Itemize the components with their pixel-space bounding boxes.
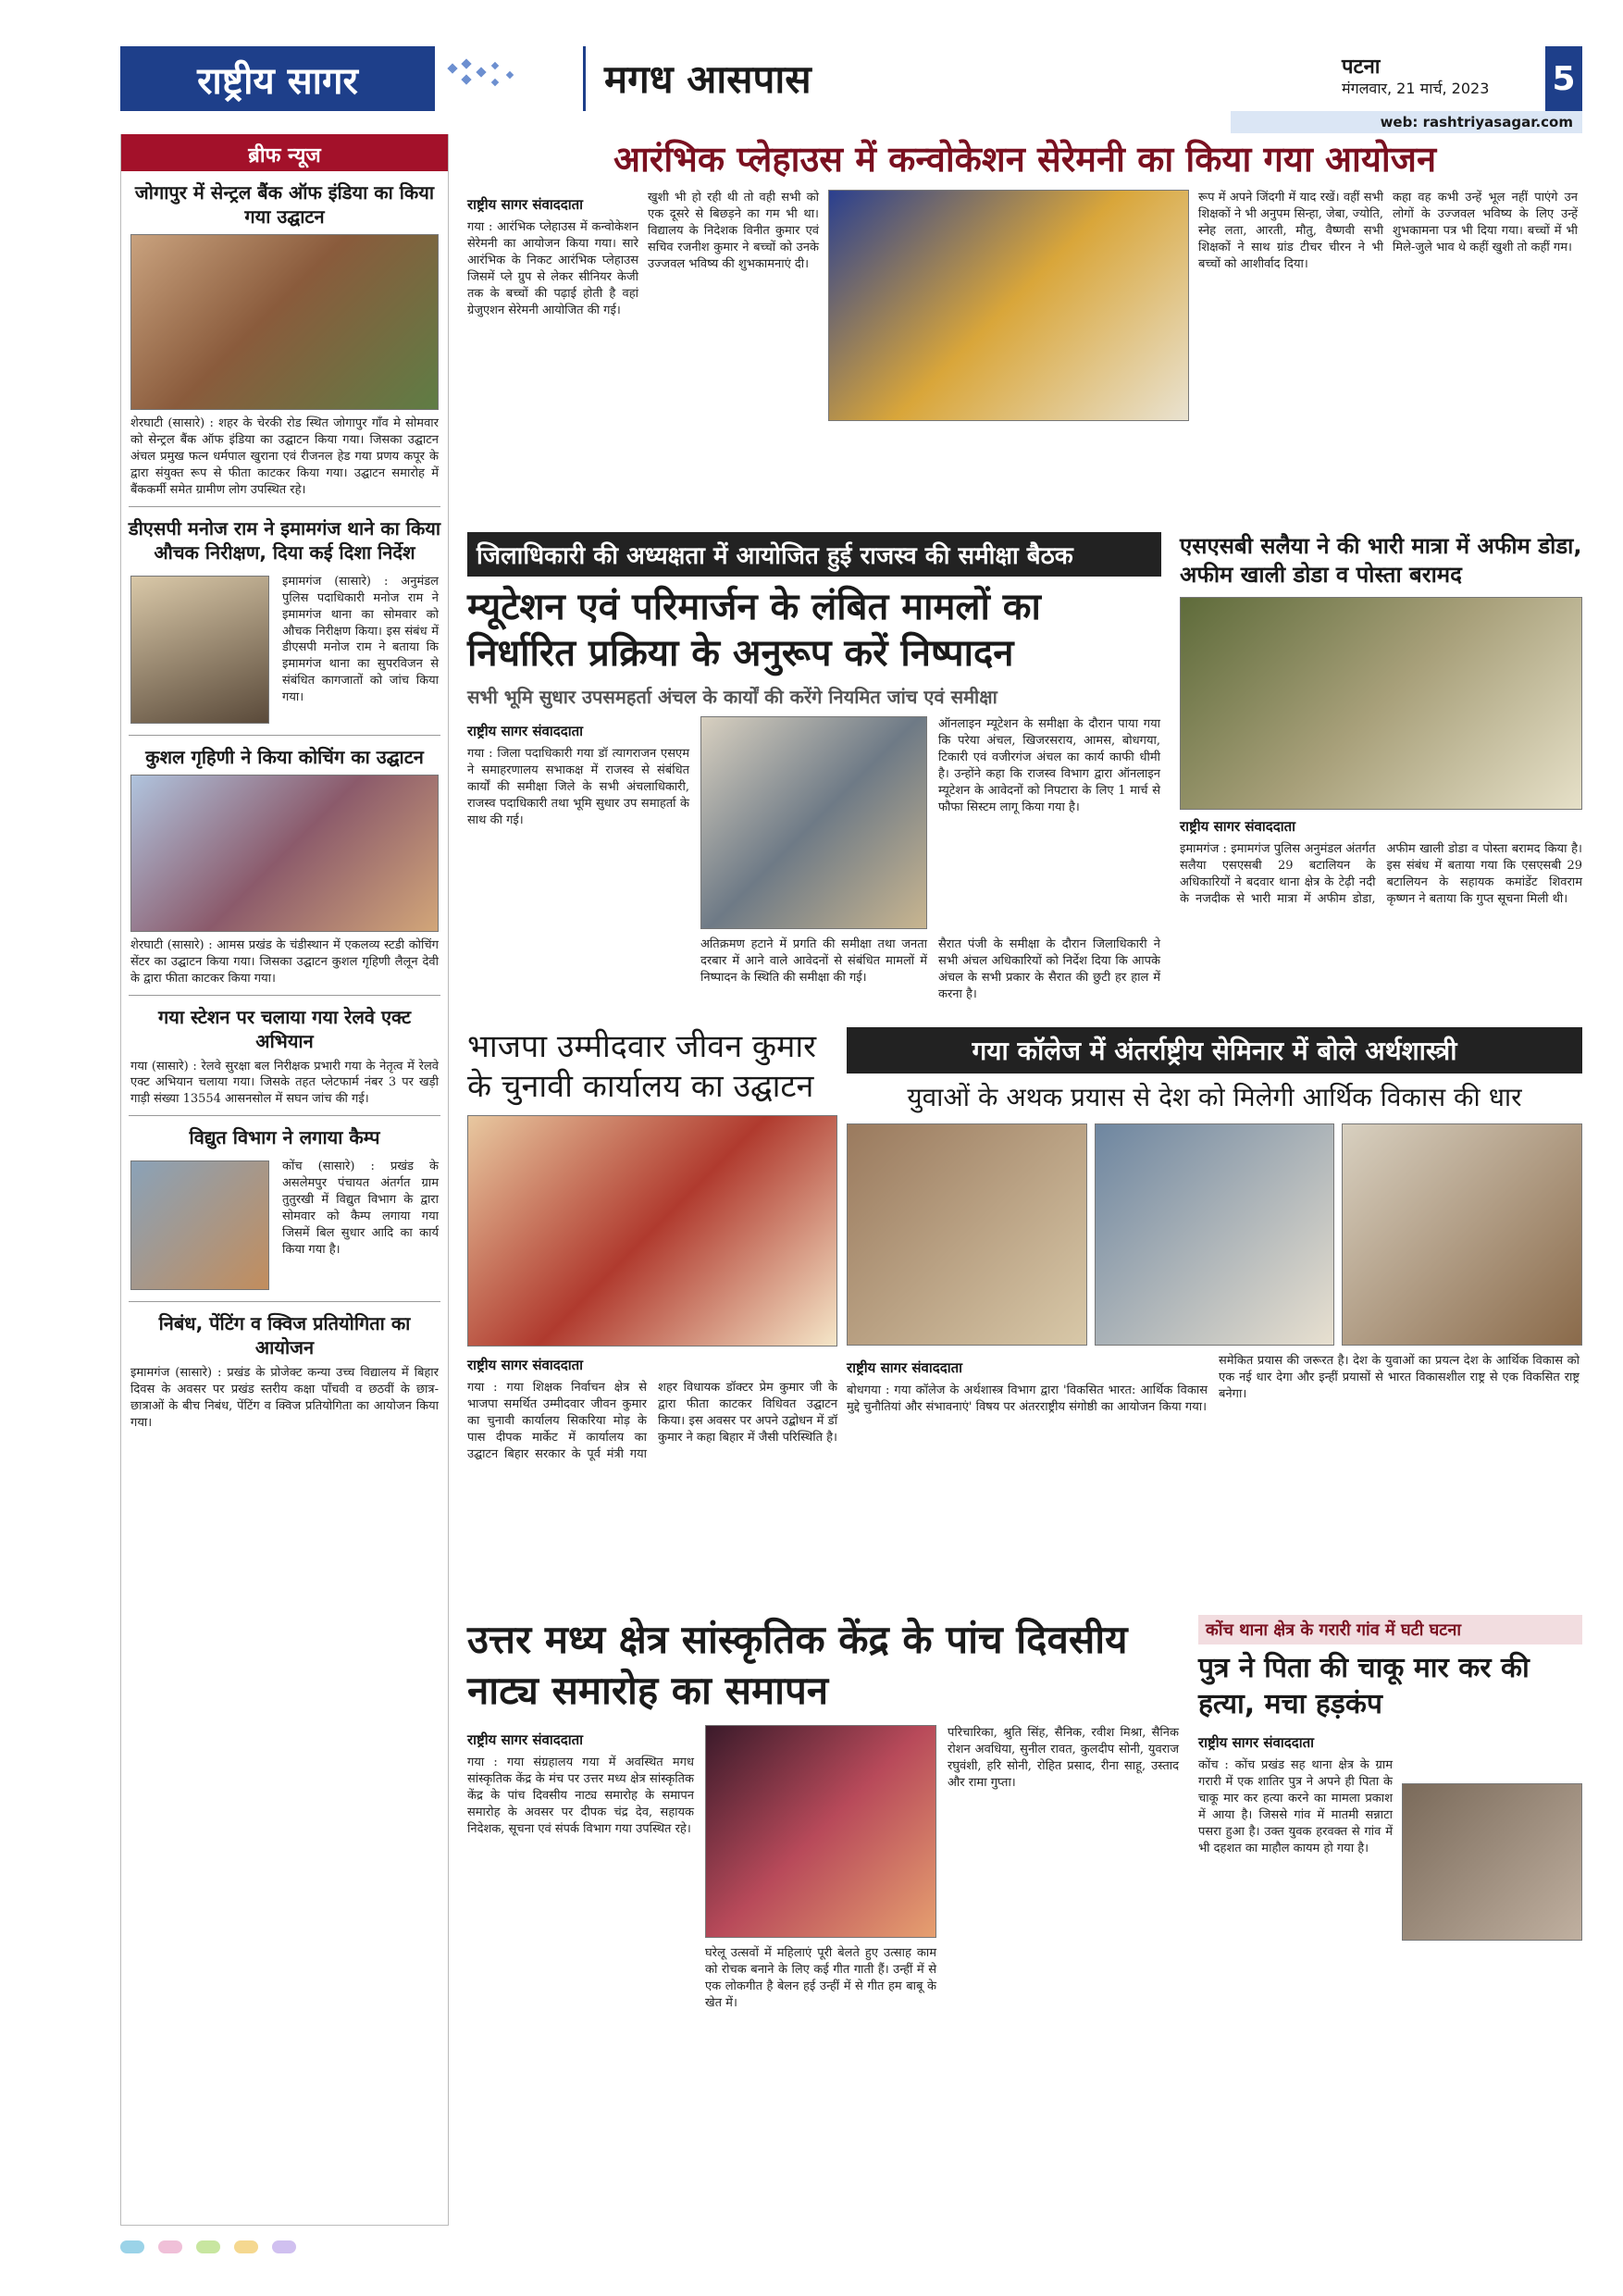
- story-column: [938, 937, 1160, 1003]
- victim-photo: [1402, 1783, 1582, 1941]
- story-byline: राष्ट्रीय सागर संवाददाता: [467, 1357, 584, 1373]
- story-byline: राष्ट्रीय सागर संवाददाता: [467, 1731, 584, 1749]
- story-body: घरेलू उत्सवों में महिलाएं पूरी बेलते हुए उत्साह काम को रोचक बनाने के लिए कई गीत गाती हैं। उन्हीं में से एक लोकगीत है बेलन हई उन्हीं में से गीत हम बाबू के खेत में।: [705, 1946, 936, 2010]
- story-seminar: [847, 1027, 1582, 1416]
- story-column: [1198, 190, 1383, 273]
- drama-performance-photo: [705, 1725, 936, 1938]
- story-column: [938, 716, 1160, 929]
- dot-decoration-icon: [158, 2240, 182, 2253]
- story-column: [467, 716, 689, 929]
- brief-item: [121, 1125, 448, 1296]
- convocation-photo: [828, 190, 1189, 421]
- story-column: [1198, 1728, 1393, 1941]
- story-body: अतिक्रमण हटाने में प्रगति की समीक्षा तथा जनता दरबार में आने वाले आवेदनों से संबंधित मामलों में निष्पादन के स्थिति की समीक्षा की गई।: [700, 937, 927, 985]
- divider: [129, 1301, 440, 1302]
- brief-title: विद्युत विभाग ने लगाया कैम्प: [189, 1126, 380, 1149]
- brief-title: डीएसपी मनोज राम ने इमामगंज थाने का किया औचक निरीक्षण, दिया कई दिशा निर्देश: [128, 516, 441, 564]
- story-convocation-headline-row: [467, 134, 1582, 179]
- story-headline: पुत्र ने पिता की चाकू मार कर की हत्या, मचा हड़कंप: [1198, 1652, 1530, 1720]
- footer-decoration: [120, 2240, 1582, 2267]
- brief-title: निबंध, पेंटिंग व क्विज प्रतियोगिता का आयोजन: [158, 1312, 411, 1359]
- coaching-inauguration-photo: [130, 775, 439, 932]
- story-body: इमामगंज : इमामगंज पुलिस अनुमंडल अंतर्गत सलैया एसएसबी 29 बटालियन के अधिकारियों ने बदवार थाना क्षेत्र के टेढ़ी नदी के नजदीक से भारी मात्रा में अफीम डोडा, अफीम खाली डोडा व पोस्ता बरामद किया है। इस संबंध में बताया गया कि एसएसबी 29 बटालियन के सहायक कमांडेंट शिवराम कृष्णन ने बताया कि गुप्त सूचना मिली थी।: [1180, 842, 1582, 907]
- brief-body: शेरघाटी (सासारे) : शहर के चेरकी रोड स्थित जोगापुर गाँव मे सोमवार को सेन्ट्रल बैंक ऑफ इंडिया का उद्घाटन किया गया। जिसका उद्घाटन अंचल प्रमुख फत्न धर्मपाल खुराना एवं रीजनल हेड गया प्रणय कपूर के द्वारा संयुक्त रूप से फीता काटकर किया गया। उद्घाटन समारोह में बैंककर्मी समेत ग्रामीण लोग उपस्थित रहे।: [130, 416, 439, 497]
- review-meeting-photo: [700, 716, 927, 929]
- seminar-photo: [1342, 1123, 1582, 1346]
- story-body: कहा वह कभी उन्हें भूल नहीं पाएंगे उन लोगों के उज्जवल भविष्य के लिए उन्हें शुभकामना पत्र भी दिया गया। बच्चों में भी मिले-जुले भाव थे कहीं खुशी तो कहीं गम।: [1393, 191, 1578, 254]
- story-bjp-office: [467, 1027, 837, 1463]
- story-column: [847, 1353, 1208, 1416]
- story-headline: उत्तर मध्य क्षेत्र सांस्कृतिक केंद्र के पांच दिवसीय नाट्य समारोह का समापन: [467, 1617, 1128, 1713]
- story-headline: युवाओं के अथक प्रयास से देश को मिलेगी आर्थिक विकास की धार: [907, 1082, 1522, 1112]
- brand-logo: राष्ट्रीय सागर: [120, 46, 435, 111]
- story-konch-murder: [1198, 1615, 1582, 1941]
- seminar-photo: [1095, 1123, 1335, 1346]
- story-column: [1219, 1353, 1580, 1416]
- brief-news-column: [120, 134, 449, 2226]
- story-subhead: सभी भूमि सुधार उपसमहर्ता अंचल के कार्यों की करेंगे नियमित जांच एवं समीक्षा: [467, 686, 997, 708]
- story-column: [467, 1725, 694, 2012]
- masthead: [120, 46, 1582, 130]
- dot-decoration-icon: [196, 2240, 220, 2253]
- dsp-portrait-photo: [130, 576, 269, 724]
- story-body: समेकित प्रयास की जरूरत है। देश के युवाओं का प्रयत्न देश के आर्थिक विकास को एक नई धार देगा और इन्हीं प्रयासों से भारत विकासशील राष्ट्र से एक विकसित राष्ट्र बनेगा।: [1219, 1354, 1580, 1401]
- brief-item: [121, 1311, 448, 1432]
- story-body: खुशी भी हो रही थी तो वही सभी को एक दूसरे से बिछड़ने का गम भी था। विद्यालय के निदेशक विनीत कुमार एवं सचिव रजनीश कुमार ने बच्चों को उनके उज्जवल भविष्य की शुभकामनाएं दी।: [648, 191, 819, 271]
- brief-body: इमामगंज (सासारे) : प्रखंड के प्रोजेक्ट कन्या उच्च विद्यालय में बिहार दिवस के अवसर पर प्रखंड स्तरीय कक्षा पाँचवी व छठवीं के छात्र-छात्राओं के बीच निबंध, पेंटिंग व क्विज प्रतियोगिता का आयोजन किया गया।: [130, 1366, 439, 1431]
- story-body: गया : जिला पदाधिकारी गया डॉ त्यागराजन एसएम ने समाहरणालय सभाकक्ष में राजस्व से संबंधित कार्यों की समीक्षा जिले के सभी अंचलाधिकारी, राजस्व पदाधिकारी तथा भूमि सुधार उप समाहर्ता के साथ की गई।: [467, 747, 689, 827]
- seized-opium-photo: [1180, 597, 1582, 810]
- story-body: ऑनलाइन म्यूटेशन के समीक्षा के दौरान पाया गया कि परेया अंचल, खिजरसराय, आमस, बोधगया, टिकारी एवं वजीरगंज अंचल का कार्य काफी धीमी है। उन्होंने कहा कि राजस्व विभाग द्वारा ऑनलाइन म्यूटेशन के आवेदनों को निपटारा के लिए 1 मार्च से फौफा सिस्टम लागू किया गया है।: [938, 717, 1160, 814]
- brief-title: गया स्टेशन पर चलाया गया रेलवे एक्ट अभियान: [157, 1005, 412, 1052]
- brief-news-label: ब्रीफ न्यूज: [121, 134, 448, 171]
- main-news-area: [467, 134, 1582, 2226]
- story-body: सैरात पंजी के समीक्षा के दौरान जिलाधिकारी ने सभी अंचल अधिकारियों को निर्देश दिया कि आपके अंचल के सभी प्रकार के सैरात की छुटी हर हाल में करना है।: [938, 937, 1160, 1001]
- divider: [129, 506, 440, 507]
- story-kicker: जिलाधिकारी की अध्यक्षता में आयोजित हुई राजस्व की समीक्षा बैठक: [467, 532, 1161, 577]
- story-drama-festival: [467, 1615, 1184, 2012]
- camp-photo: [130, 1160, 269, 1290]
- story-column: [467, 190, 638, 319]
- dot-decoration-icon: [234, 2240, 258, 2253]
- story-ssb-opium: [1180, 532, 1582, 908]
- divider: [129, 1115, 440, 1116]
- office-inauguration-photo: [467, 1115, 837, 1347]
- story-body: बोधगया : गया कॉलेज के अर्थशास्त्र विभाग द्वारा 'विकसित भारत: आर्थिक विकास मुद्दे चुनौतियां और संभावनाएं' विषय पर अंतरराष्ट्रीय संगोष्ठी का आयोजन किया गया।: [847, 1384, 1208, 1414]
- section-title: मगध आसपास: [604, 56, 812, 102]
- story-byline: राष्ट्रीय सागर संवाददाता: [1198, 1734, 1315, 1751]
- website-link[interactable]: web: rashtriyasagar.com: [1231, 111, 1582, 133]
- brief-item: [121, 1005, 448, 1109]
- story-body: गया : आरंभिक प्लेहाउस में कन्वोकेशन सेरेमनी का आयोजन किया गया। सारे आरंभिक के निकट आरंभिक प्लेहाउस जिसमें प्ले ग्रुप से लेकर सीनियर केजी तक के बच्चों की पढ़ाई होती है वहां ग्रेजुएशन सेरेमनी आयोजित की गई।: [467, 220, 638, 317]
- brief-body: कोंच (सासारे) : प्रखंड के असलेमपुर पंचायत अंतर्गत ग्राम तुतुरखी में विद्युत विभाग के द्वारा सोमवार को कैम्प लगाया गया जिसमें बिल सुधार आदि का कार्य किया गया है।: [282, 1160, 439, 1257]
- edition-date: मंगलवार, 21 मार्च, 2023: [1342, 80, 1490, 97]
- brief-item: [121, 745, 448, 987]
- brief-body: गया (सासारे) : रेलवे सुरक्षा बल निरीक्षक प्रभारी गया के नेतृत्व में रेलवे एक्ट अभियान चलाया गया। जिसके तहत प्लेटफार्म नंबर 3 पर खड़ी गाड़ी संख्या 13554 आसनसोल में सघन जांच की गई।: [130, 1059, 439, 1107]
- dot-decoration-icon: [120, 2240, 144, 2253]
- story-kicker: गया कॉलेज में अंतर्राष्ट्रीय सेमिनार में बोले अर्थशास्त्री: [847, 1027, 1582, 1074]
- divider: [129, 995, 440, 996]
- story-byline: राष्ट्रीय सागर संवाददाता: [467, 723, 584, 739]
- story-headline: आरंभिक प्लेहाउस में कन्वोकेशन सेरेमनी का किया गया आयोजन: [613, 139, 1437, 180]
- seminar-photo: [847, 1123, 1087, 1346]
- story-body: गया : गया संग्रहालय गया में अवस्थित मगध सांस्कृतिक केंद्र के मंच पर उत्तर मध्य क्षेत्र सांस्कृतिक केंद्र के पांच दिवसीय नाट्य समारोह के समापन समारोह के अवसर पर दीपक चंद्र देव, सहायक निदेशक, सूचना एवं संपर्क विभाग गया उपस्थित रहे।: [467, 1756, 694, 1836]
- brief-title: कुशल गृहिणी ने किया कोचिंग का उद्घाटन: [145, 745, 424, 768]
- brief-item: [121, 516, 448, 729]
- divider: [129, 735, 440, 736]
- story-revenue-review: [467, 532, 1161, 1003]
- brief-item: [121, 180, 448, 499]
- story-column: [1393, 190, 1578, 256]
- dots-decoration-icon: [444, 56, 564, 102]
- story-column: [948, 1725, 1179, 2012]
- brief-body: शेरघाटी (सासारे) : आमस प्रखंड के चंडीस्थान में एकलव्य स्टडी कोचिंग सेंटर का उद्घाटन किया गया। जिसका उद्घाटन कुशल गृहिणी लैलून देवी के द्वारा फीता काटकर किया गया।: [130, 937, 439, 986]
- edition-city: पटना: [1342, 56, 1381, 79]
- page-number: 5: [1545, 46, 1582, 111]
- story-body: कोंच : कोंच प्रखंड सह थाना क्षेत्र के ग्राम गरारी में एक शातिर पुत्र ने अपने ही पिता के चाकू मार कर हत्या करने का मामला प्रकाश में आया है। जिससे गांव में मातमी सन्नाटा पसरा हुआ है। उक्त युवक हरवक्त से गांव में भी दहशत का माहौल कायम हो गया है।: [1198, 1758, 1393, 1855]
- story-column: [648, 190, 819, 273]
- bank-inauguration-photo: [130, 234, 439, 410]
- story-body: परिचारिका, श्रुति सिंह, सैनिक, रवीश मिश्रा, सैनिक रोशन अवधिया, सुनील रावत, कुलदीप सोनी, युवराज रघुवंशी, हरि सोनी, रोहित प्रसाद, रीना साहू, उस्ताद और रामा गुप्ता।: [948, 1726, 1179, 1790]
- story-convocation: [467, 190, 1582, 518]
- dot-decoration-icon: [272, 2240, 296, 2253]
- story-kicker: कोंच थाना क्षेत्र के गरारी गांव में घटी घटना: [1198, 1615, 1582, 1644]
- story-byline: राष्ट्रीय सागर संवाददाता: [1180, 818, 1296, 836]
- section-header: [583, 46, 1268, 111]
- story-body: गया : गया शिक्षक निर्वाचन क्षेत्र से भाजपा समर्थित उम्मीदवार जीवन कुमार का चुनावी कार्यालय सिकरिया मोड़ के पास दीपक मार्केट में कार्यालय का उद्घाटन बिहार सरकार के पूर्व मंत्री गया शहर विधायक डॉक्टर प्रेम कुमार जी के द्वारा फीता काटकर विधिवत उद्घाटन किया। इस अवसर पर अपने उद्बोधन में डॉ कुमार ने कहा बिहार में जैसी परिस्थिति है।: [467, 1381, 837, 1461]
- story-body: रूप में अपने जिंदगी में याद रखें। वहीं सभी शिक्षकों ने भी अनुपम सिन्हा, जेबा, ज्योति, स्नेह लता, आरती, मौतु, वैष्णवी सभी शिक्षकों ने साथ ग्रांड टीचर चीरन ने भी बच्चों को आशीर्वाद दिया।: [1198, 191, 1383, 271]
- story-headline: भाजपा उम्मीदवार जीवन कुमार के चुनावी कार्यालय का उद्घाटन: [467, 1028, 817, 1105]
- brief-body: इमामगंज (सासारे) : अनुमंडल पुलिस पदाधिकारी मनोज राम ने इमामगंज थाना का सोमवार को औचक निरीक्षण किया। इस संबंध में डीएसपी मनोज राम ने बताया कि इमामगंज थाना का सुपरविजन से संबंधित कागजातों को जांच किया गया।: [282, 574, 439, 705]
- story-byline: राष्ट्रीय सागर संवाददाता: [847, 1359, 963, 1376]
- story-headline: म्यूटेशन एवं परिमार्जन के लंबित मामलों का निर्धारित प्रक्रिया के अनुरूप करें निष्पादन: [467, 586, 1041, 675]
- story-headline: एसएसबी सलैया ने की भारी मात्रा में अफीम डोडा, अफीम खाली डोडा व पोस्ता बरामद: [1180, 533, 1582, 589]
- story-column: [700, 937, 927, 1003]
- story-byline: राष्ट्रीय सागर संवाददाता: [467, 196, 584, 213]
- brief-title: जोगापुर में सेन्ट्रल बैंक ऑफ इंडिया का किया गया उद्घाटन: [134, 181, 435, 228]
